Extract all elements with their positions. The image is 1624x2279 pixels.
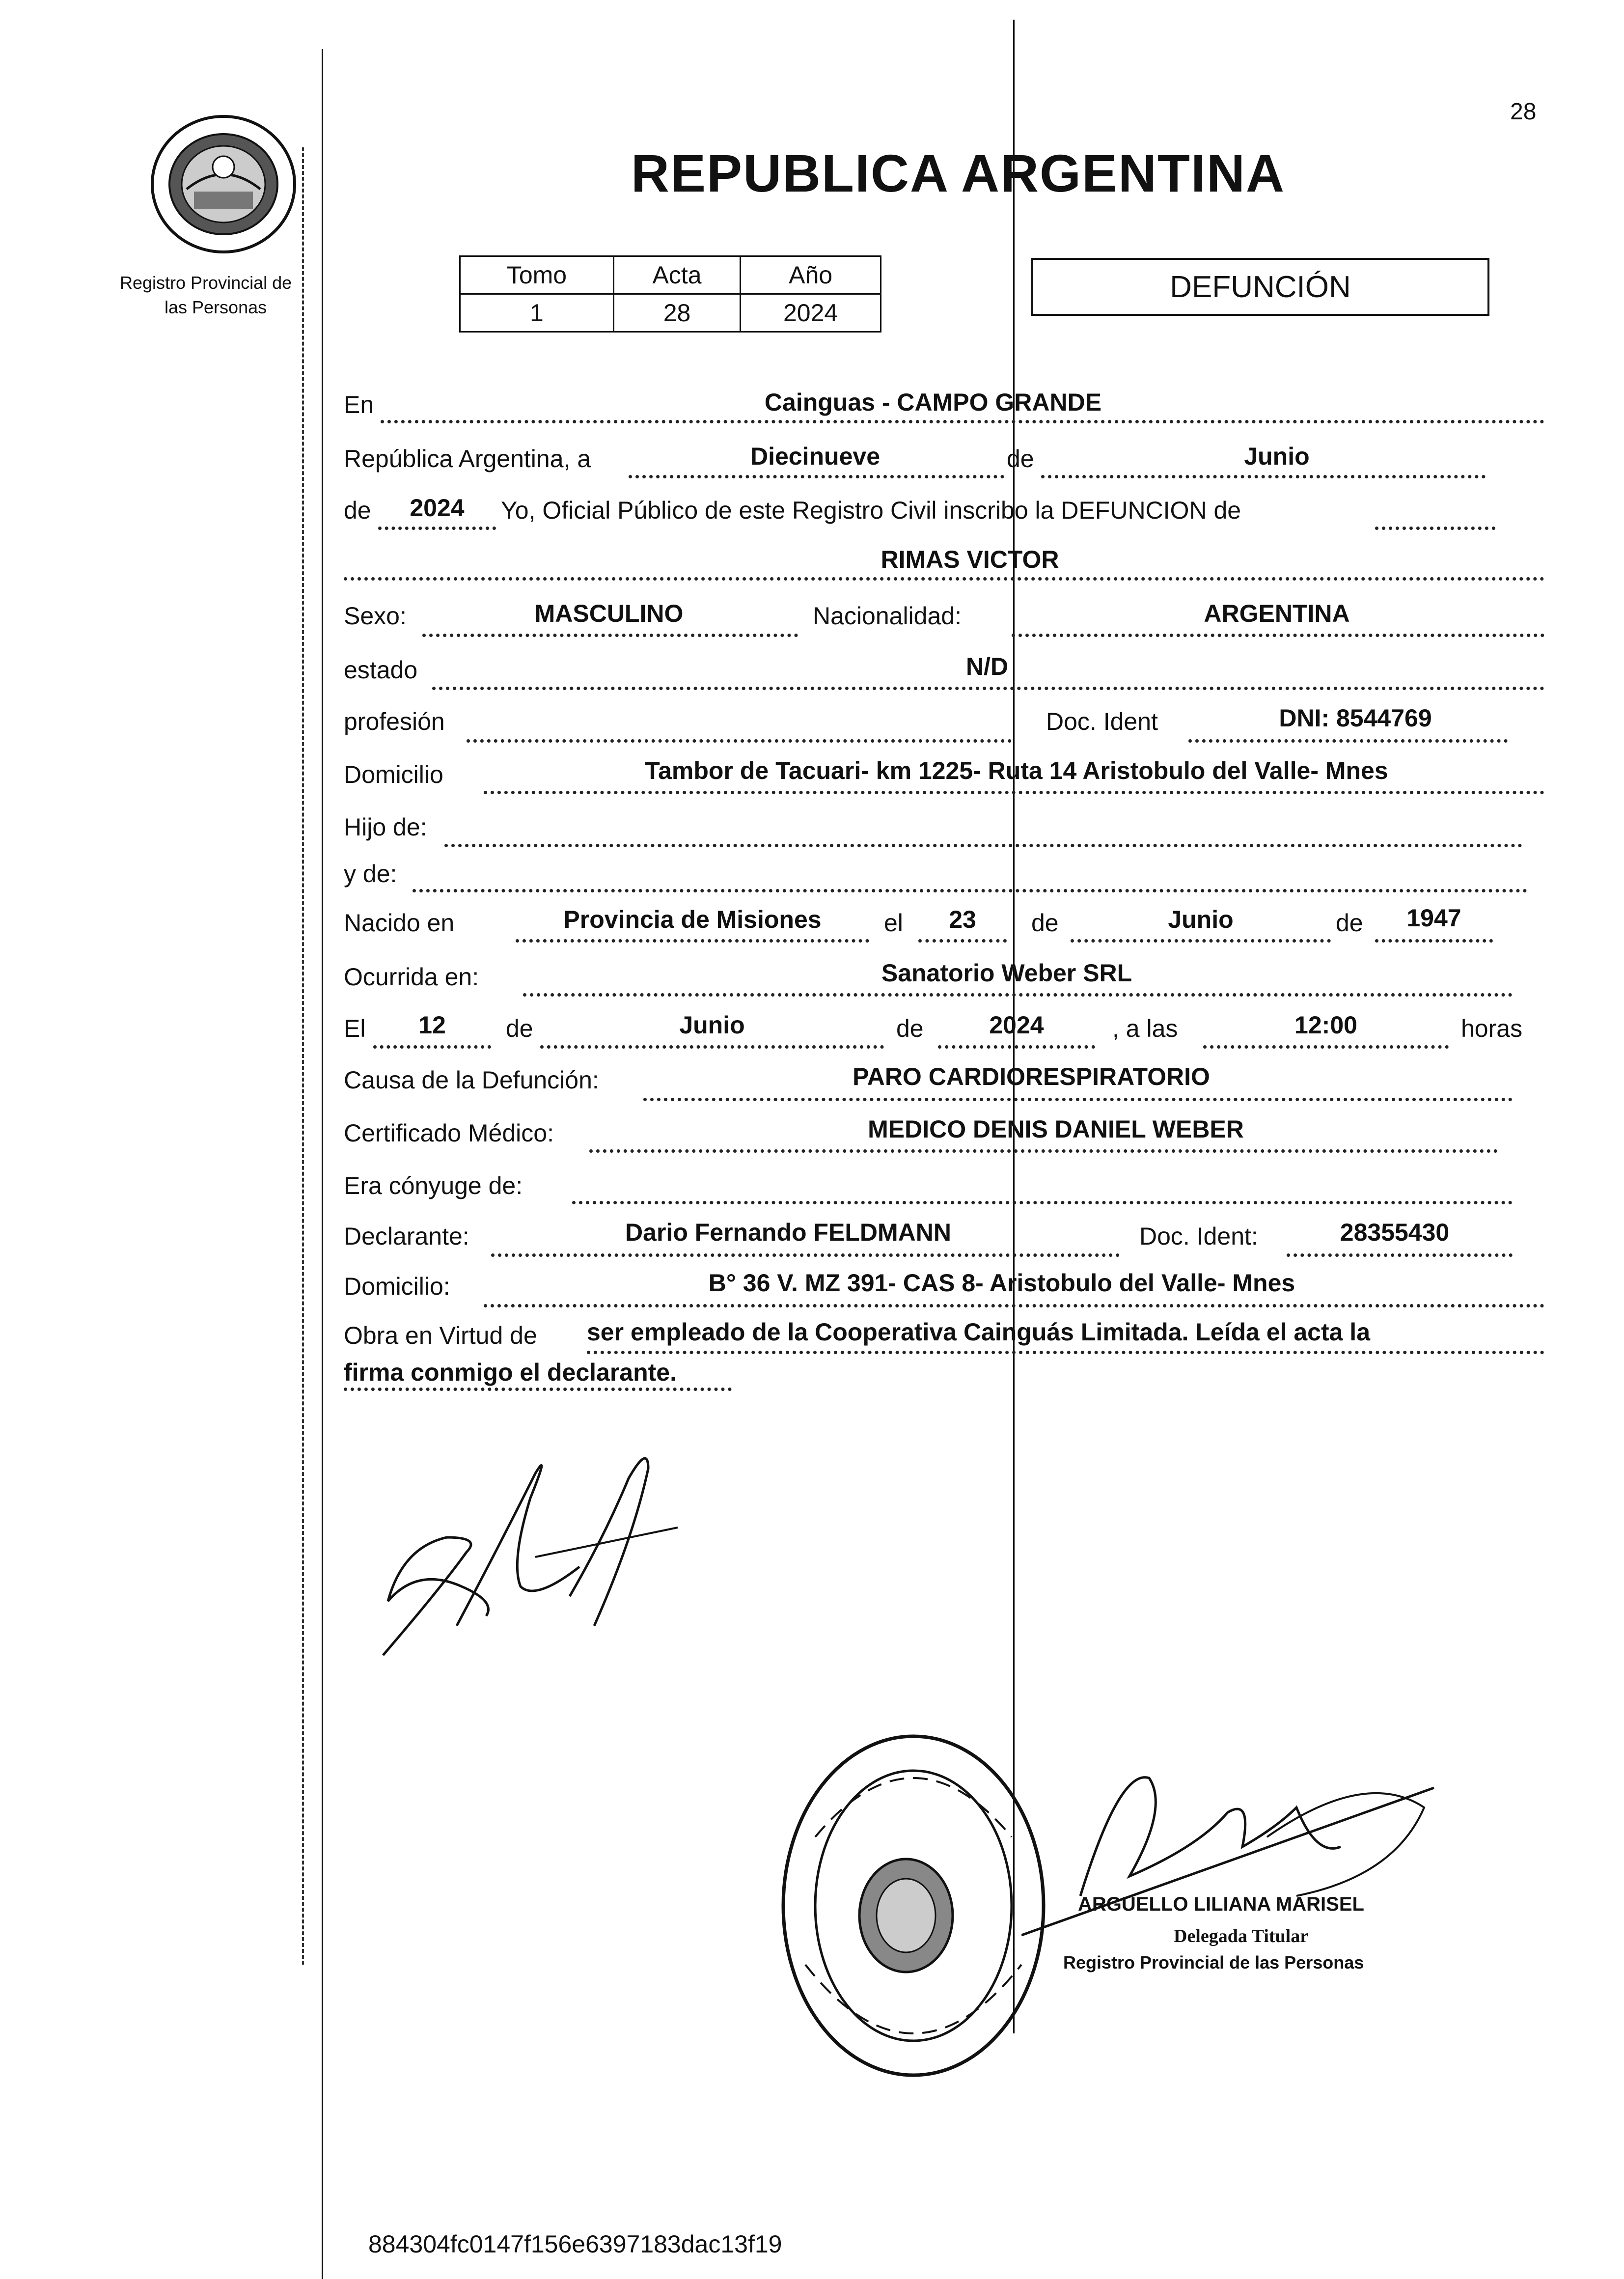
record-ref-table: [459, 255, 881, 333]
record-type-label: DEFUNCIÓN: [1170, 270, 1351, 304]
doc-ident-value: 28355430: [1340, 1219, 1450, 1246]
birth-month: Junio: [1168, 906, 1234, 933]
de-label-5: de: [896, 1015, 924, 1042]
official-role: Delegada Titular: [1174, 1926, 1309, 1946]
el-label-2: El: [344, 1015, 366, 1042]
nacido-label: Nacido en: [344, 909, 455, 937]
certificado-value: MEDICO DENIS DANIEL WEBER: [868, 1115, 1244, 1143]
year-de-label: de: [344, 497, 371, 524]
obra-label: Obra en Virtud de: [344, 1322, 537, 1349]
birth-month-dots: [1071, 939, 1331, 943]
acta-header: Acta: [613, 256, 740, 294]
deceased-name: RIMAS VICTOR: [881, 546, 1059, 573]
document-title: REPUBLICA ARGENTINA: [631, 143, 1285, 203]
year-dots: [378, 527, 496, 530]
death-time: 12:00: [1294, 1011, 1357, 1039]
domicilio-value: Tambor de Tacuari- km 1225- Ruta 14 Aristobulo del Valle- Mnes: [645, 757, 1388, 784]
official-name: ARGUELLO LILIANA MARISEL: [1078, 1893, 1364, 1915]
doc-label: Doc. Ident: [1046, 708, 1158, 735]
official-registry: Registro Provincial de las Personas: [1063, 1952, 1364, 1973]
birth-year-dots: [1375, 939, 1493, 943]
anio-header: Año: [741, 256, 881, 294]
yde-dots: [413, 889, 1527, 892]
doc-value: DNI: 8544769: [1279, 704, 1432, 732]
yo-dots: [1375, 527, 1495, 530]
nacido-dots: [516, 939, 869, 943]
name-dots: [344, 577, 1544, 581]
doc-ident-dots: [1287, 1253, 1513, 1257]
death-year: 2024: [989, 1011, 1044, 1039]
tomo-value: 1: [460, 294, 614, 332]
obra-value-line1: ser empleado de la Cooperativa Cainguás Limitada. Leída el acta la: [587, 1318, 1370, 1346]
obra-dots-2: [344, 1388, 732, 1391]
sexo-value: MASCULINO: [534, 600, 684, 627]
death-month: Junio: [679, 1011, 745, 1039]
death-day-dots: [373, 1045, 491, 1049]
domicilio2-label: Domicilio:: [344, 1273, 450, 1300]
declarant-signature: [373, 1439, 746, 1695]
ocurrida-value: Sanatorio Weber SRL: [881, 959, 1132, 987]
year-value: 2024: [410, 494, 465, 522]
domicilio2-dots: [484, 1304, 1544, 1307]
declarante-dots: [491, 1253, 1120, 1257]
alas-label: , a las: [1112, 1015, 1178, 1042]
document-hash: 884304fc0147f156e6397183dac13f19: [368, 2230, 782, 2258]
day-value: Diecinueve: [750, 443, 880, 470]
sexo-label: Sexo:: [344, 602, 407, 630]
obra-dots-1: [587, 1351, 1544, 1354]
declarante-value: Dario Fernando FELDMANN: [625, 1219, 951, 1246]
registry-line2: las Personas: [165, 297, 267, 317]
el-label: el: [884, 909, 903, 937]
en-label: En: [344, 391, 374, 418]
nacionalidad-label: Nacionalidad:: [813, 602, 962, 630]
estado-value: N/D: [965, 653, 1009, 680]
hijo-dots: [444, 844, 1522, 847]
yde-label: y de:: [344, 860, 397, 888]
de-label-4: de: [506, 1015, 533, 1042]
sexo-dots: [422, 634, 798, 637]
domicilio-dots: [484, 791, 1544, 794]
domicilio2-value: B° 36 V. MZ 391- CAS 8- Aristobulo del Valle- Mnes: [708, 1269, 1295, 1297]
nacionalidad-value: ARGENTINA: [1204, 600, 1350, 627]
estado-label: estado: [344, 656, 418, 684]
profesion-label: profesión: [344, 708, 445, 735]
anio-value: 2024: [741, 294, 881, 332]
yo-text: Yo, Oficial Público de este Registro Civil inscribo la DEFUNCION de: [501, 497, 1241, 524]
nacionalidad-dots: [1012, 634, 1544, 637]
en-value: Cainguas - CAMPO GRANDE: [764, 389, 1102, 416]
horas-label: horas: [1461, 1015, 1523, 1042]
estado-dots: [432, 687, 1544, 690]
death-day: 12: [418, 1011, 446, 1039]
death-year-dots: [938, 1045, 1095, 1049]
profesion-dots: [467, 739, 1012, 743]
de-label-3: de: [1336, 909, 1363, 937]
registry-line1: Registro Provincial de: [120, 273, 292, 293]
hijo-label: Hijo de:: [344, 813, 427, 841]
nacido-value: Provincia de Misiones: [563, 906, 822, 933]
death-month-dots: [540, 1045, 884, 1049]
conyuge-dots: [572, 1201, 1513, 1204]
acta-value: 28: [613, 294, 740, 332]
death-time-dots: [1203, 1045, 1449, 1049]
certificado-label: Certificado Médico:: [344, 1119, 554, 1147]
misiones-emblem: [147, 111, 300, 258]
republica-label: República Argentina, a: [344, 445, 591, 472]
month-value: Junio: [1244, 443, 1310, 470]
birth-day-dots: [918, 939, 1007, 943]
birth-day: 23: [949, 906, 976, 933]
conyuge-label: Era cónyuge de:: [344, 1172, 523, 1199]
certificado-dots: [589, 1149, 1498, 1153]
causa-dots: [643, 1098, 1513, 1101]
doc-dots: [1188, 739, 1508, 743]
record-type-box: [1031, 258, 1489, 316]
obra-value-line2: firma conmigo el declarante.: [344, 1359, 677, 1386]
de-label: de: [1007, 445, 1034, 472]
tomo-header: Tomo: [460, 256, 614, 294]
day-dots: [629, 475, 1004, 478]
doc-ident-label: Doc. Ident:: [1139, 1223, 1258, 1250]
official-stamp: [776, 1729, 1051, 2083]
left-margin-line: [322, 49, 323, 2279]
official-signature: [1021, 1749, 1463, 1955]
domicilio-label: Domicilio: [344, 761, 443, 788]
causa-label: Causa de la Defunción:: [344, 1066, 599, 1094]
birth-year: 1947: [1406, 904, 1461, 932]
ocurrida-dots: [523, 993, 1513, 997]
left-margin-dash: [302, 147, 304, 1965]
page-number: 28: [1510, 99, 1537, 125]
en-dots: [381, 420, 1544, 423]
ocurrida-label: Ocurrida en:: [344, 963, 479, 991]
declarante-label: Declarante:: [344, 1223, 469, 1250]
month-dots: [1041, 475, 1486, 478]
causa-value: PARO CARDIORESPIRATORIO: [853, 1063, 1210, 1090]
de-label-2: de: [1031, 909, 1059, 937]
